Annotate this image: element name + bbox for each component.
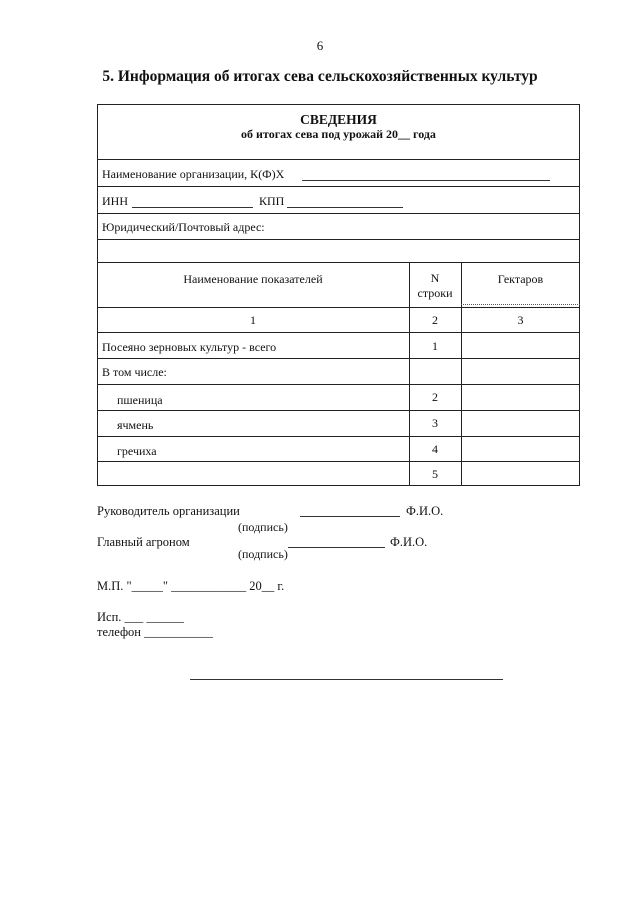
hectares-cell[interactable] [461, 436, 580, 461]
form-title: СВЕДЕНИЯ [300, 112, 377, 127]
phone-label: телефон ___________ [97, 625, 213, 639]
agronom-fio: Ф.И.О. [390, 535, 428, 549]
row-line-number: 4 [432, 442, 438, 456]
page-number: 6 [316, 38, 324, 53]
row-label: Посеяно зерновых культур - всего [102, 340, 277, 354]
divider [97, 262, 580, 263]
row-label: В том числе: [102, 365, 167, 379]
inn-field[interactable] [132, 207, 253, 208]
row-label: ячмень [117, 418, 154, 432]
col-number-3: 3 [517, 313, 524, 327]
divider [97, 239, 580, 240]
row-line-number: 2 [432, 390, 438, 404]
header-n: N [430, 271, 440, 285]
divider [461, 304, 580, 305]
row-line-number: 3 [432, 416, 438, 430]
kpp-label: КПП [259, 194, 285, 208]
agronom-sign-caption: (подпись) [238, 547, 288, 561]
row-label: пшеница [117, 393, 163, 407]
kpp-field[interactable] [287, 207, 403, 208]
divider [97, 159, 580, 160]
head-fio: Ф.И.О. [406, 504, 444, 518]
header-hectares: Гектаров [497, 272, 544, 286]
header-indicators: Наименование показателей [183, 272, 323, 286]
hectares-cell[interactable] [461, 410, 580, 436]
divider [97, 307, 580, 308]
agronom-label: Главный агроном [97, 535, 190, 549]
hectares-cell[interactable] [461, 332, 580, 358]
col-number-1: 1 [250, 313, 256, 327]
agronom-signature-line[interactable] [288, 547, 385, 548]
row-line-number: 5 [432, 467, 438, 481]
col-number-2: 2 [432, 313, 438, 327]
row-line-number: 1 [432, 339, 438, 353]
hectares-cell[interactable] [461, 384, 580, 410]
form-subtitle: об итогах сева под урожай 20__ года [241, 127, 436, 141]
divider [97, 213, 580, 214]
address-label: Юридический/Почтовый адрес: [102, 220, 265, 234]
hectares-cell[interactable] [461, 358, 580, 384]
stamp-date-line: М.П. "_____" ____________ 20__ г. [97, 579, 285, 593]
head-label: Руководитель организации [97, 504, 240, 518]
executor-label: Исп. ___ ______ [97, 610, 184, 624]
divider [97, 186, 580, 187]
row-label: гречиха [117, 444, 157, 458]
section-title: 5. Информация об итогах сева сельскохозяйственных культур [102, 68, 538, 85]
head-signature-line[interactable] [300, 516, 400, 517]
footer-line [190, 679, 503, 680]
org-label: Наименование организации, К(Ф)Х [102, 167, 285, 181]
hectares-cell[interactable] [461, 461, 580, 486]
org-field[interactable] [302, 180, 550, 181]
header-line: строки [417, 286, 453, 300]
inn-label: ИНН [102, 194, 128, 208]
head-sign-caption: (подпись) [238, 520, 288, 534]
